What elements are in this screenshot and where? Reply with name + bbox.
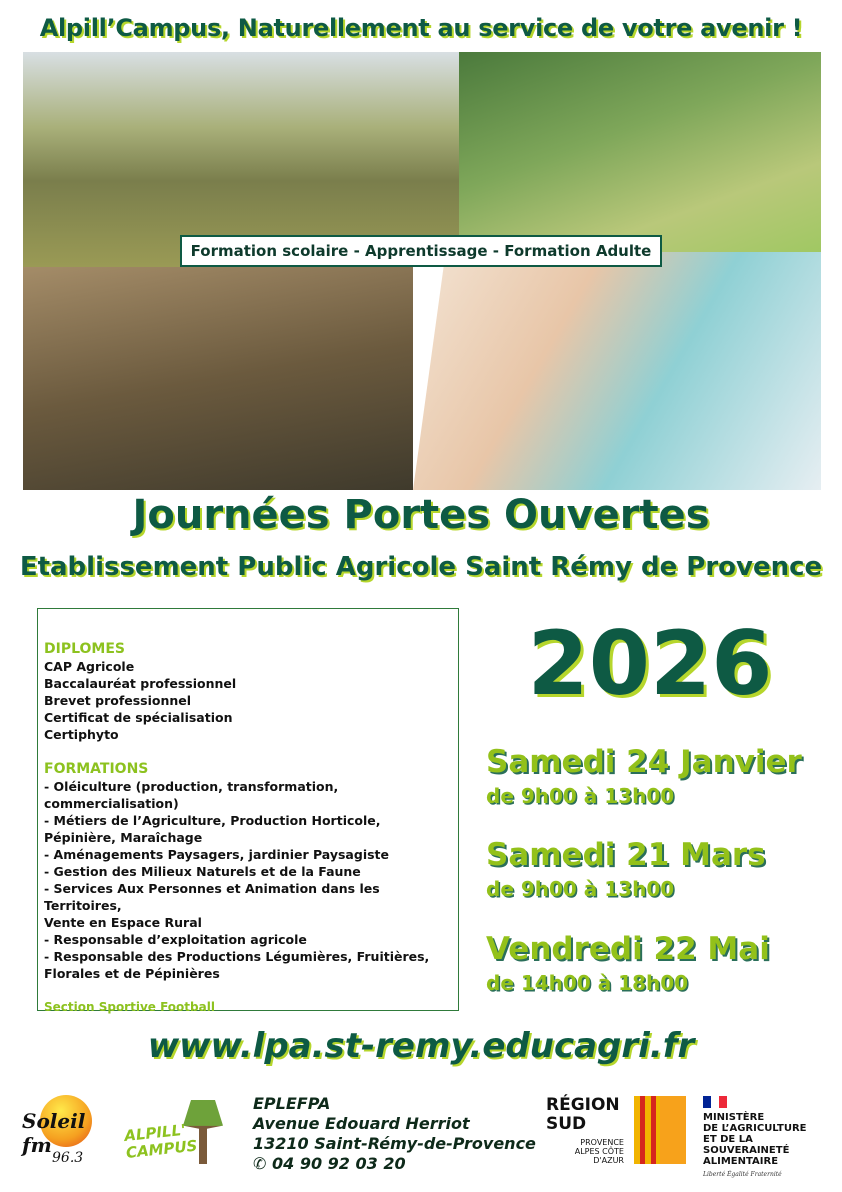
- formation-item: - Gestion des Milieux Naturels et de la Faune: [44, 864, 361, 879]
- formation-item: - Aménagements Paysagers, jardinier Paysagiste: [44, 847, 389, 862]
- sport-section: Section Sportive Football: [44, 1000, 215, 1014]
- date-2: Samedi 21 Mars: [486, 837, 766, 873]
- time-1: de 9h00 à 13h00: [486, 784, 675, 808]
- formation-item: - Services Aux Personnes et Animation dans les Territoires,: [44, 881, 380, 913]
- region-sub: PROVENCE ALPES CÔTE D'AZUR: [574, 1138, 624, 1165]
- page-title: Journées Portes Ouvertes: [132, 492, 710, 538]
- time-2: de 9h00 à 13h00: [486, 877, 675, 901]
- time-3: de 14h00 à 18h00: [486, 971, 689, 995]
- year: 2026: [527, 612, 773, 715]
- formations-heading: FORMATIONS: [44, 761, 149, 777]
- city: 13210 Saint-Rémy-de-Provence: [253, 1134, 536, 1153]
- address-block: [253, 1094, 536, 1174]
- training-types-banner: Formation scolaire - Apprentissage - Formation Adulte: [180, 235, 662, 267]
- formation-item: - Responsable d’exploitation agricole: [44, 932, 307, 947]
- street: Avenue Edouard Herriot: [253, 1114, 470, 1133]
- org-name: EPLEFPA: [253, 1094, 331, 1113]
- formation-item: Pépinière, Maraîchage: [44, 830, 203, 845]
- region-sud-logo: [544, 1096, 694, 1166]
- date-1: Samedi 24 Janvier: [486, 744, 802, 780]
- childcare-photo: [413, 252, 821, 490]
- formation-item: - Oléiculture (production, transformation, commercialisation): [44, 779, 339, 811]
- date-3: Vendredi 22 Mai: [486, 931, 770, 967]
- phone: ✆ 04 90 92 03 20: [253, 1154, 406, 1173]
- diplome-item: Certificat de spécialisation: [44, 710, 233, 725]
- french-flag-icon: [703, 1096, 727, 1108]
- photo-collage: [23, 52, 821, 490]
- formation-item: - Métiers de l’Agriculture, Production Horticole,: [44, 813, 381, 828]
- institution-name: Etablissement Public Agricole Saint Rémy de Provence: [19, 552, 823, 582]
- formation-item: Vente en Espace Rural: [44, 915, 202, 930]
- diplomes-heading: DIPLOMES: [44, 641, 125, 657]
- diplome-item: Baccalauréat professionnel: [44, 676, 237, 691]
- formation-item: - Responsable des Productions Légumières, Fruitières,: [44, 949, 430, 964]
- diplome-item: Brevet professionnel: [44, 693, 192, 708]
- diplome-item: CAP Agricole: [44, 659, 135, 674]
- students-river-photo: [23, 267, 413, 490]
- alpill-campus-logo: ALPILL' CAMPUS: [125, 1098, 240, 1168]
- website-link[interactable]: www.lpa.st-remy.educagri.fr: [147, 1026, 695, 1066]
- region-name: RÉGION SUD: [546, 1095, 620, 1134]
- soleil-fm-logo: Soleil fm 96.3: [22, 1095, 110, 1167]
- programs-box: [37, 608, 459, 1014]
- diplome-item: Certiphyto: [44, 727, 119, 742]
- formation-item: Florales et de Pépinières: [44, 966, 220, 981]
- ministere-logo: MINISTÈRE DE L’AGRICULTURE ET DE LA SOUVERAINETÉ ALIMENTAIRE Liberté Égalité Fraternité: [703, 1096, 842, 1178]
- tagline: Alpill’Campus, Naturellement au service de votre avenir !: [39, 14, 803, 42]
